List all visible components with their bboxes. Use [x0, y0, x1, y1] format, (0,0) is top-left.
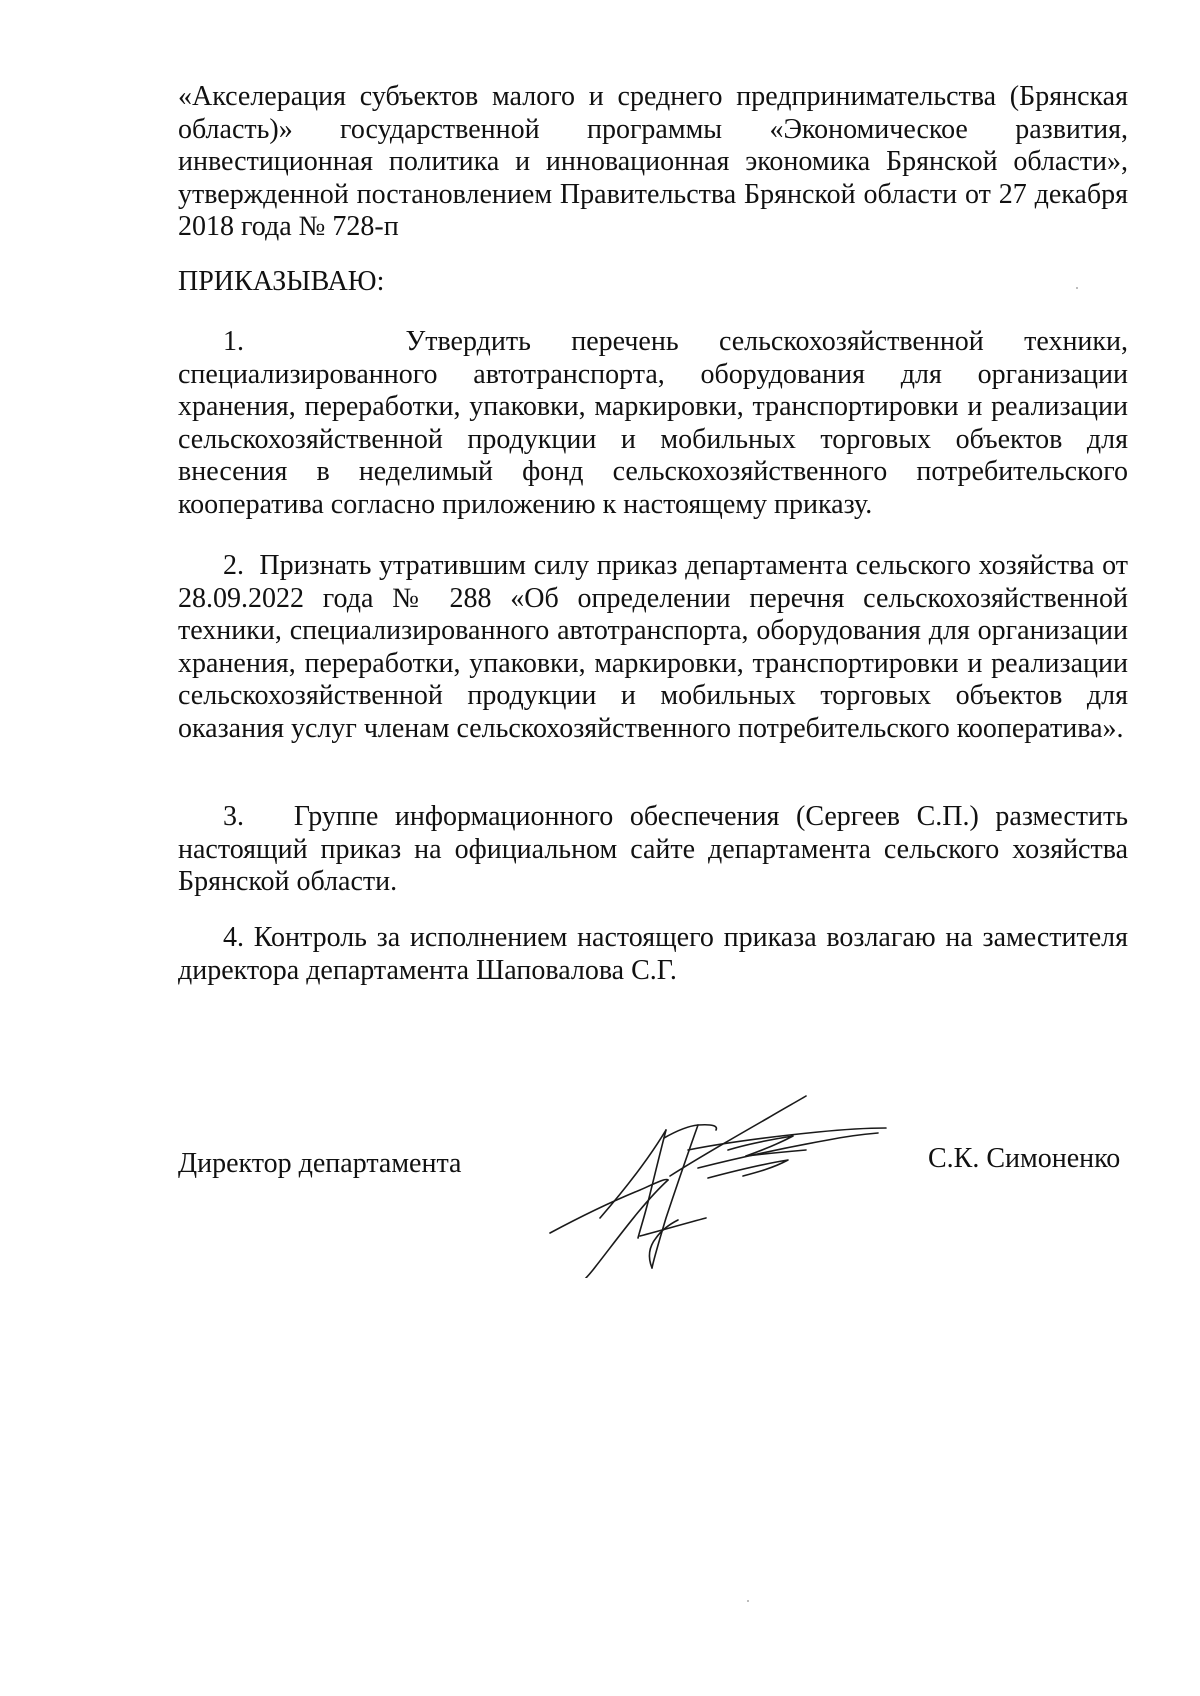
- signatory-name: С.К. Симоненко: [928, 1143, 1121, 1174]
- order-item-4: [178, 922, 1128, 987]
- order-item-number: 3.: [223, 801, 244, 832]
- order-item-2: [178, 550, 1128, 745]
- order-item-number: 4.: [223, 922, 244, 953]
- order-item-3: [178, 801, 1128, 899]
- intro-paragraph: «Акселерация субъектов малого и среднего предпринимательства (Брянская область)» государственной программы «Экономическое развития, инвестиционная политика и инновационная экономика Брянской области», утвержденной постановлением Правительства Брянской области от 27 декабря 2018 года № 728-п: [178, 81, 1128, 242]
- scan-speck: [1076, 287, 1078, 289]
- signatory-title: Директор департамента: [178, 1148, 462, 1179]
- order-item-text: Утвердить перечень сельскохозяйственной техники, специализированного автотранспорта, оборудования для организации хранения, переработки, упаковки, маркировки, транспортировки и реализации сельскохозяйственной продукции и мобильных торговых объектов для внесения в неделимый фонд сельскохозяйственного потребительского кооператива согласно приложению к настоящему приказу.: [178, 326, 1128, 520]
- scan-speck: [747, 1600, 749, 1602]
- order-item-text: Признать утратившим силу приказ департамента сельского хозяйства от 28.09.2022 года № 288 «Об определении перечня сельскохозяйственной техники, специализированного автотранспорта, оборудования для организации хранения, переработки, упаковки, маркировки, транспортировки и реализации сельскохозяйственной продукции и мобильных торговых объектов для оказания услуг членам сельскохозяйственного потребительского кооператива».: [178, 550, 1128, 744]
- order-heading: ПРИКАЗЫВАЮ:: [178, 266, 385, 297]
- order-item-text: Группе информационного обеспечения (Сергеев С.П.) разместить настоящий приказ на официальном сайте департамента сельского хозяйства Брянской области.: [178, 801, 1129, 897]
- order-item-text: Контроль за исполнением настоящего приказа возлагаю на заместителя директора департамента Шаповалова С.Г.: [178, 922, 1129, 986]
- order-item-number: 2.: [223, 550, 244, 581]
- order-item-number: 1.: [223, 326, 244, 357]
- handwritten-signature: [548, 1078, 888, 1278]
- order-item-1: [178, 326, 1128, 521]
